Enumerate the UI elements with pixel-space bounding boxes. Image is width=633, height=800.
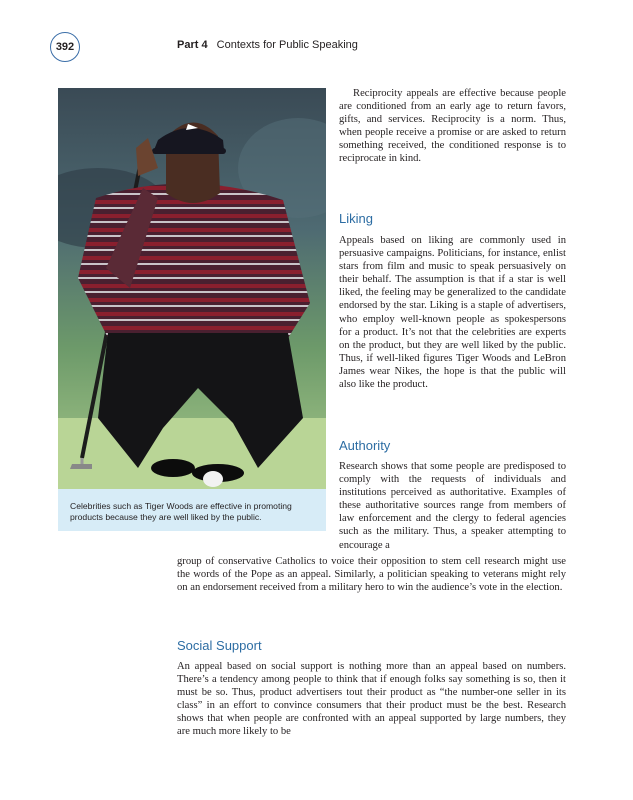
part-label: Part 4 — [177, 39, 208, 51]
liking-heading: Liking — [339, 211, 373, 226]
social-support-heading: Social Support — [177, 638, 262, 653]
authority-paragraph-narrow: Research shows that some people are predisposed to comply with the requests of individuals and institutions perceived as authoritative. Examples of these authoritative sources range from members of law enforcement and the clergy to federal agencies such as the military. Thus, a speaker attempting to encourage a — [339, 461, 566, 551]
authority-heading: Authority — [339, 438, 391, 453]
golfer-photo-icon — [58, 88, 326, 489]
reciprocity-paragraph: Reciprocity appeals are effective because people are conditioned from an early age to return favors, gifts, and services. Reciprocity is a norm. Thus, when people receive a promise or are asked to return something received, the conditioned response is to reciprocate in kind. — [339, 88, 566, 165]
liking-paragraph: Appeals based on liking are commonly used in persuasive campaigns. Politicians, for instance, enlist stars from film and music to speak persuasively on their behalf. The assumption is that if a star is well liked, the feeling may be generalized to the candidate endorsed by the star. Liking is a staple of advertisers, who employ well-known people as spokespersons for a product. It’s not that the celebrities are experts on the product, but they are well liked by the public. Thus, if well-liked figures Tiger Woods and LeBron James wear Nikes, the hope is that the public will also like the product. — [339, 235, 566, 391]
page-number: 392 — [50, 32, 80, 62]
section-title: Contexts for Public Speaking — [216, 39, 358, 51]
figure-caption: Celebrities such as Tiger Woods are effective in promoting products because they are well liked by the public. — [58, 489, 326, 531]
running-head — [177, 39, 358, 51]
social-support-paragraph: An appeal based on social support is nothing more than an appeal based on numbers. There’s a tendency among people to think that if enough folks say something is so, then it must be so. Thus, product advertisers tout their product as “the number-one seller in its class” in an effort to convince consumers that their product must be the best. Research shows that when people are confronted with an appeal supported by large numbers, they are much more likely to be — [177, 661, 566, 738]
authority-paragraph-wide: group of conservative Catholics to voice their opposition to stem cell research might use the words of the Pope as an appeal. Similarly, a politician speaking to veterans might rely on an endorsement received from a military hero to win the audience’s vote in the election. — [177, 556, 566, 594]
